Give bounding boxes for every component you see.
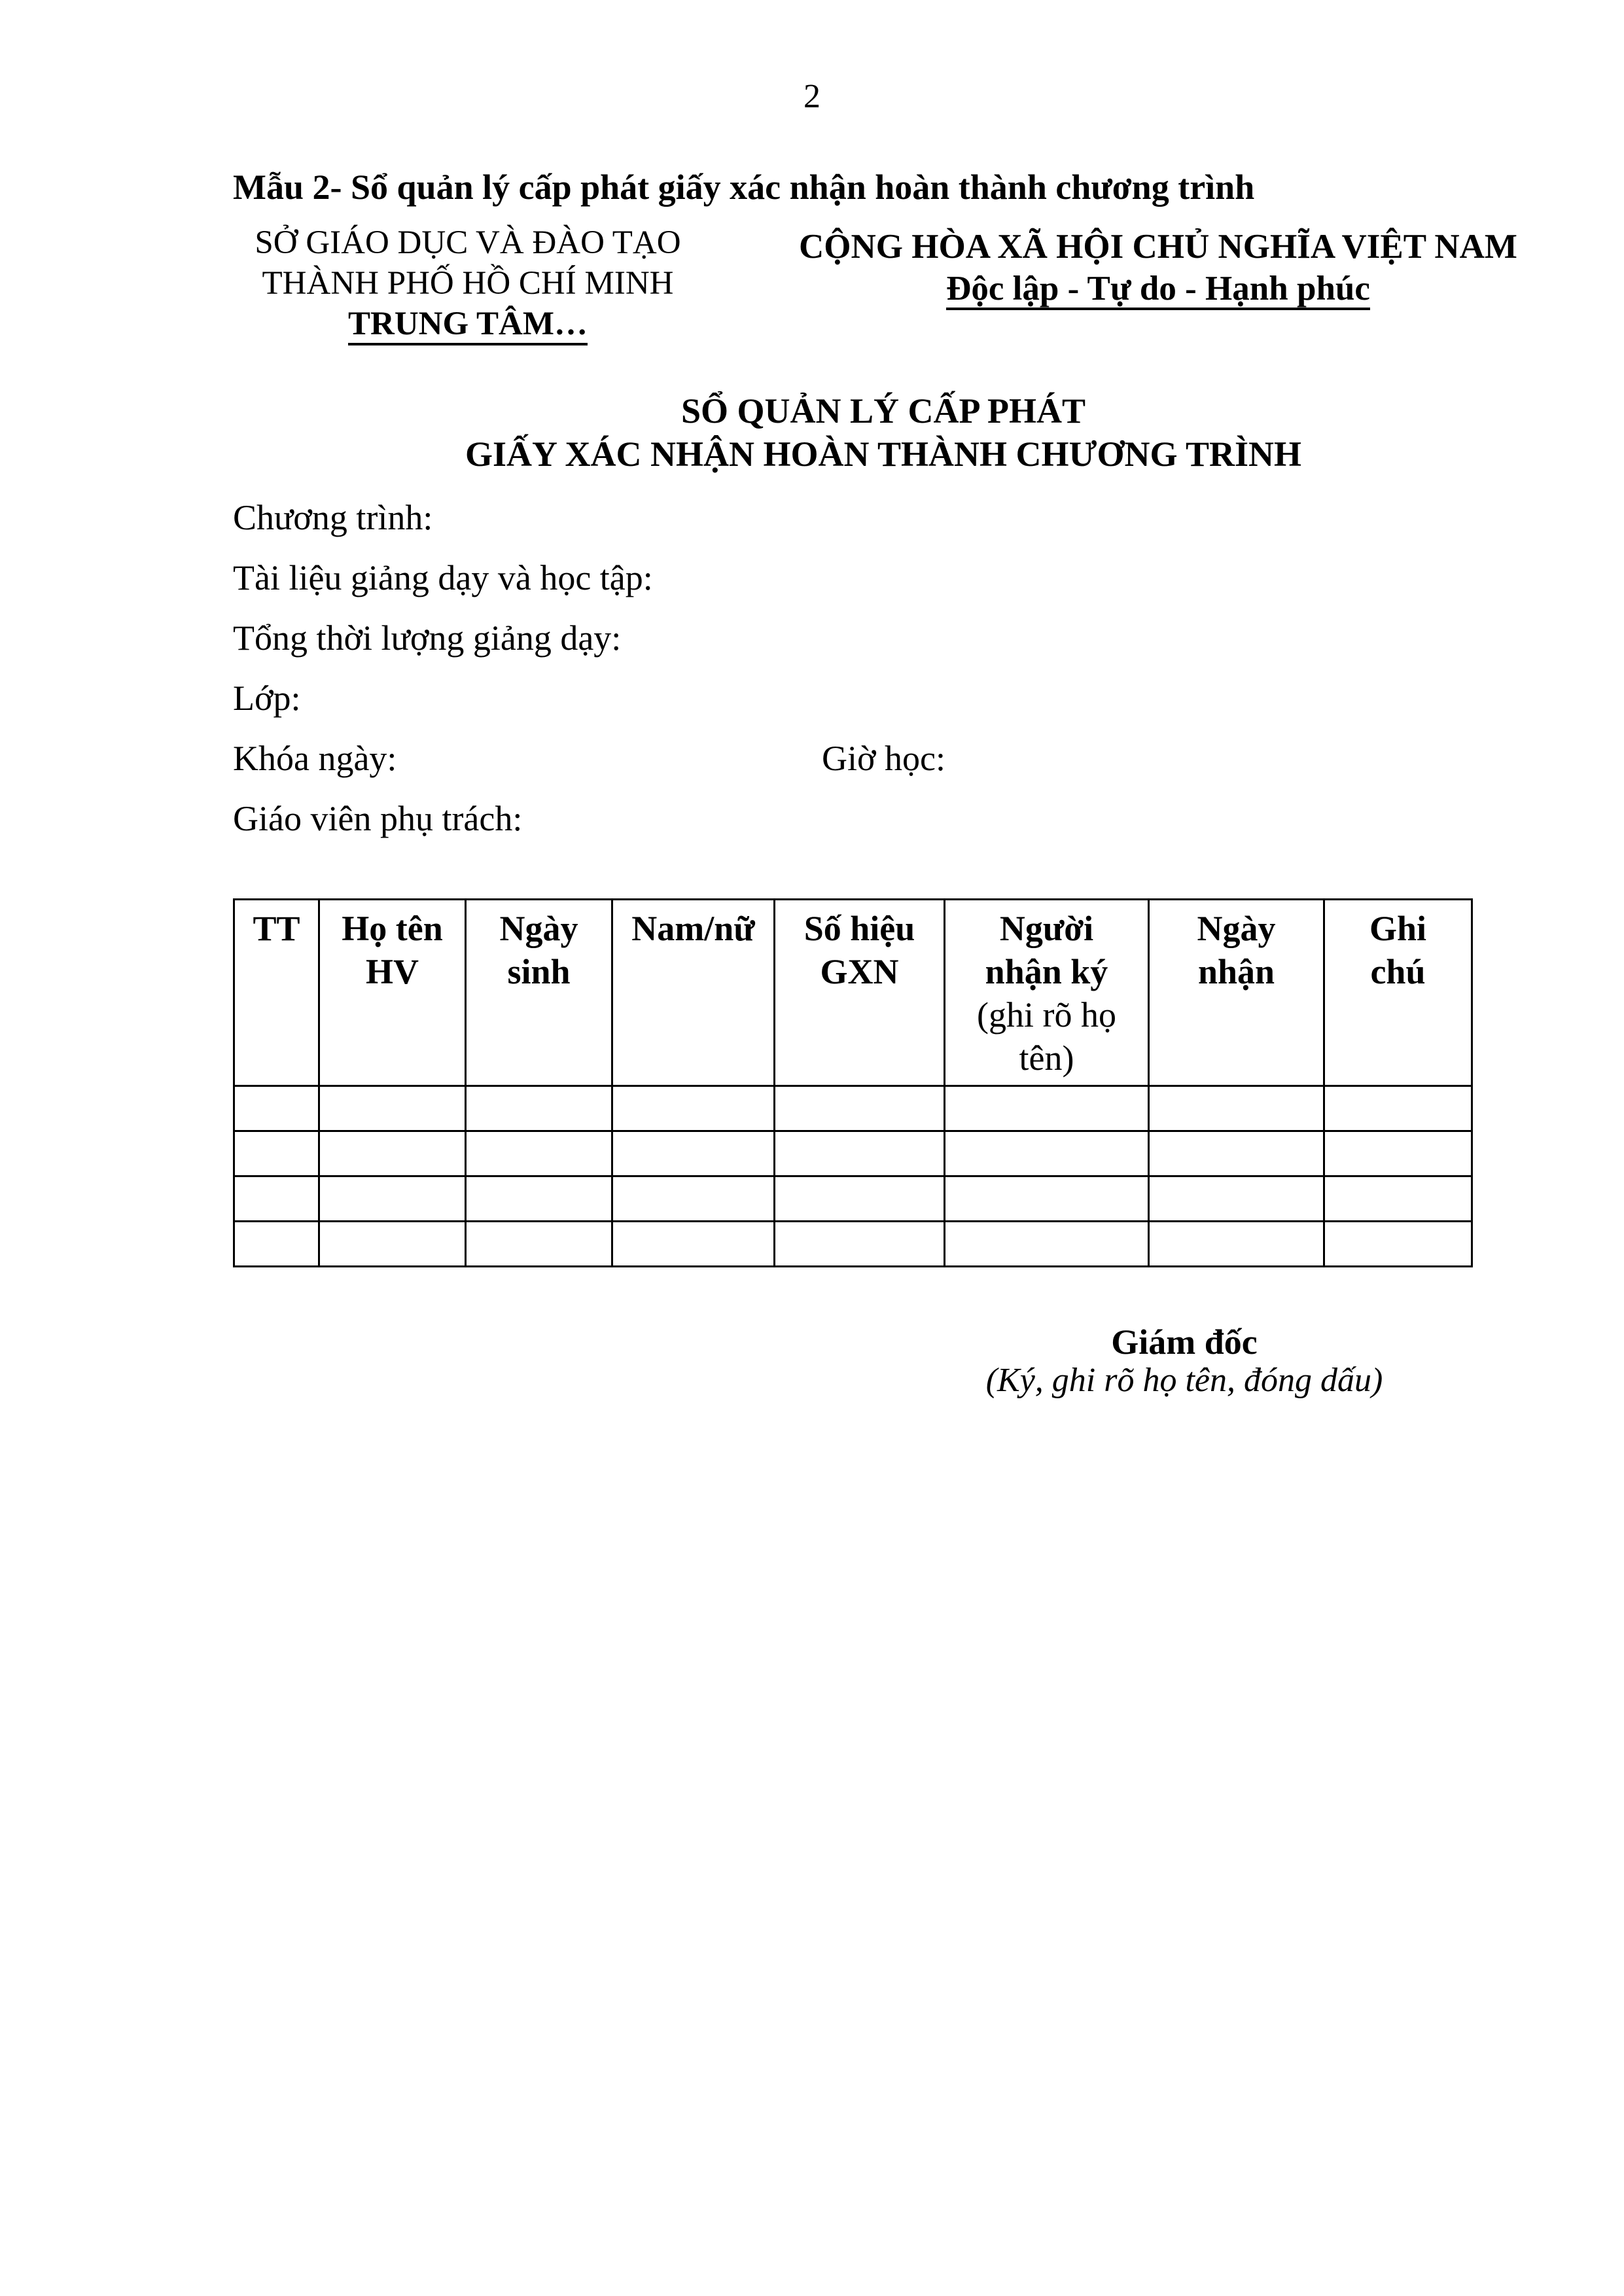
table-cell[interactable] <box>234 1176 319 1222</box>
department-line2: THÀNH PHỐ HỒ CHÍ MINH <box>262 265 674 302</box>
table-row <box>234 1131 1472 1176</box>
table-cell[interactable] <box>1149 1222 1324 1267</box>
table-cell[interactable] <box>466 1176 612 1222</box>
department-line1: SỞ GIÁO DỤC VÀ ĐÀO TẠO <box>255 224 681 261</box>
table-cell[interactable] <box>775 1131 945 1176</box>
document-title <box>0 389 1624 476</box>
table-cell[interactable] <box>775 1176 945 1222</box>
country-name: CỘNG HÒA XÃ HỘI CHỦ NGHĨA VIỆT NAM <box>799 228 1517 266</box>
header-receive-date: Ngày nhận <box>1149 900 1324 1086</box>
field-teacher: Giáo viên phụ trách: <box>233 799 523 838</box>
table-cell[interactable] <box>945 1131 1149 1176</box>
table-cell[interactable] <box>1324 1176 1472 1222</box>
table-row <box>234 1086 1472 1131</box>
table-cell[interactable] <box>775 1222 945 1267</box>
table-cell[interactable] <box>1149 1086 1324 1131</box>
field-study-time: Giờ học: <box>822 739 946 778</box>
table-cell[interactable] <box>945 1086 1149 1131</box>
field-program: Chương trình: <box>233 498 433 537</box>
table-header-row <box>234 900 1472 1086</box>
register-table <box>233 898 1473 1267</box>
table-cell[interactable] <box>612 1222 775 1267</box>
table-cell[interactable] <box>466 1086 612 1131</box>
header-receiver-signature: Người nhận ký (ghi rõ họ tên) <box>945 900 1149 1086</box>
table-cell[interactable] <box>775 1086 945 1131</box>
table-cell[interactable] <box>466 1222 612 1267</box>
page-number: 2 <box>803 78 821 115</box>
header-student-name: Họ tên HV <box>319 900 466 1086</box>
table-cell[interactable] <box>234 1222 319 1267</box>
table-cell[interactable] <box>612 1086 775 1131</box>
field-course-date: Khóa ngày: <box>233 739 397 778</box>
table-cell[interactable] <box>1149 1131 1324 1176</box>
header-birth-date: Ngày sinh <box>466 900 612 1086</box>
table-cell[interactable] <box>319 1131 466 1176</box>
table-cell[interactable] <box>319 1222 466 1267</box>
table-cell[interactable] <box>1324 1222 1472 1267</box>
table-cell[interactable] <box>612 1131 775 1176</box>
table-cell[interactable] <box>319 1086 466 1131</box>
table-cell[interactable] <box>1324 1131 1472 1176</box>
document-title-line2: GIẤY XÁC NHẬN HOÀN THÀNH CHƯƠNG TRÌNH <box>465 434 1302 474</box>
table-cell[interactable] <box>1149 1176 1324 1222</box>
table-cell[interactable] <box>612 1176 775 1222</box>
table-cell[interactable] <box>234 1086 319 1131</box>
field-class: Lớp: <box>233 679 301 718</box>
header-gender: Nam/nữ <box>612 900 775 1086</box>
header-note: Ghi chú <box>1324 900 1472 1086</box>
table-cell[interactable] <box>319 1176 466 1222</box>
signature-title: Giám đốc <box>1111 1322 1258 1362</box>
table-cell[interactable] <box>945 1222 1149 1267</box>
header-certificate-number: Số hiệu GXN <box>775 900 945 1086</box>
table-row <box>234 1222 1472 1267</box>
document-title-line1: SỔ QUẢN LÝ CẤP PHÁT <box>680 391 1086 431</box>
national-motto: Độc lập - Tự do - Hạnh phúc <box>946 270 1370 310</box>
header-tt: TT <box>234 900 319 1086</box>
table-cell[interactable] <box>945 1176 1149 1222</box>
header-right <box>779 226 1538 310</box>
field-materials: Tài liệu giảng dạy và học tập: <box>233 558 653 597</box>
form-title: Mẫu 2- Sổ quản lý cấp phát giấy xác nhận hoàn thành chương trình <box>233 168 1255 207</box>
header-left <box>229 222 707 345</box>
table-cell[interactable] <box>234 1131 319 1176</box>
table-cell[interactable] <box>1324 1086 1472 1131</box>
signature-note: (Ký, ghi rõ họ tên, đóng dấu) <box>985 1362 1383 1399</box>
center-name: TRUNG TÂM… <box>348 305 588 345</box>
field-duration: Tổng thời lượng giảng dạy: <box>233 618 622 658</box>
table-row <box>234 1176 1472 1222</box>
table-cell[interactable] <box>466 1131 612 1176</box>
